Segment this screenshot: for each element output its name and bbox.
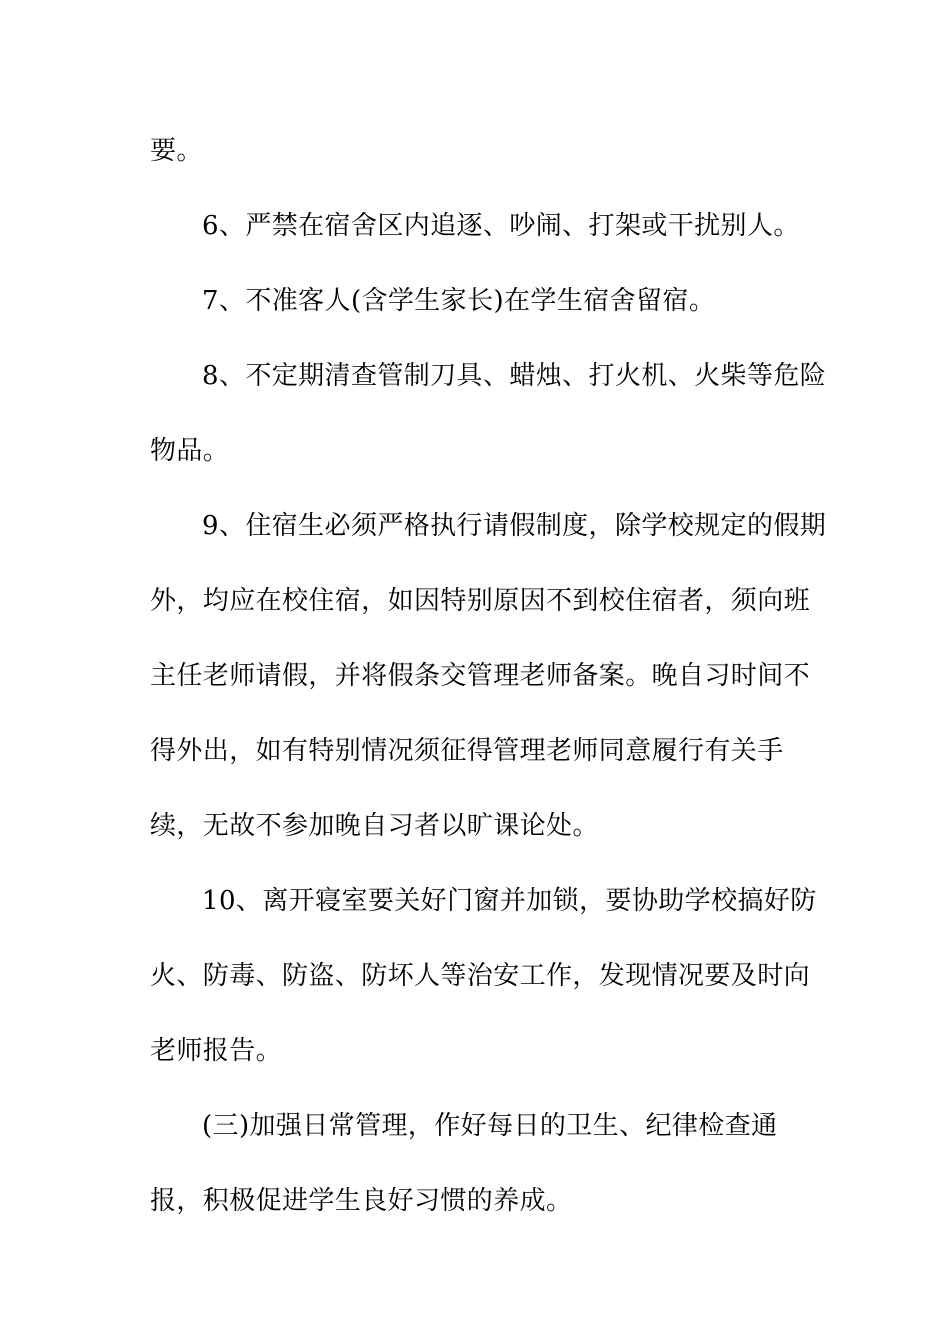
section-three-heading: (三)加强日常管理，作好每日的卫生、纪律检查通 (202, 1111, 778, 1141)
rule-item-6: 6、严禁在宿舍区内追逐、吵闹、打架或干扰别人。 (202, 211, 800, 241)
rule-item-7: 7、不准客人(含学生家长)在学生宿舍留宿。 (202, 286, 716, 316)
text-line: 得外出，如有特别情况须征得管理老师同意履行有关手 (150, 736, 784, 766)
rule-item-8: 8、不定期清查管制刀具、蜡烛、打火机、火柴等危险 (202, 361, 827, 391)
text-line: 老师报告。 (150, 1036, 283, 1066)
text-line: 要。 (150, 136, 203, 166)
text-line: 续，无故不参加晚自习者以旷课论处。 (150, 811, 599, 841)
rule-item-9: 9、住宿生必须严格执行请假制度，除学校规定的假期 (202, 511, 827, 541)
rule-item-10: 10、离开寝室要关好门窗并加锁，要协助学校搞好防 (202, 886, 817, 916)
text-line: 外，均应在校住宿，如因特别原因不到校住宿者，须向班 (150, 586, 811, 616)
text-line: 物品。 (150, 436, 230, 466)
text-line: 火、防毒、防盗、防坏人等治安工作，发现情况要及时向 (150, 961, 811, 991)
text-line: 主任老师请假，并将假条交管理老师备案。晚自习时间不 (150, 661, 811, 691)
text-line: 报，积极促进学生良好习惯的养成。 (150, 1186, 573, 1216)
